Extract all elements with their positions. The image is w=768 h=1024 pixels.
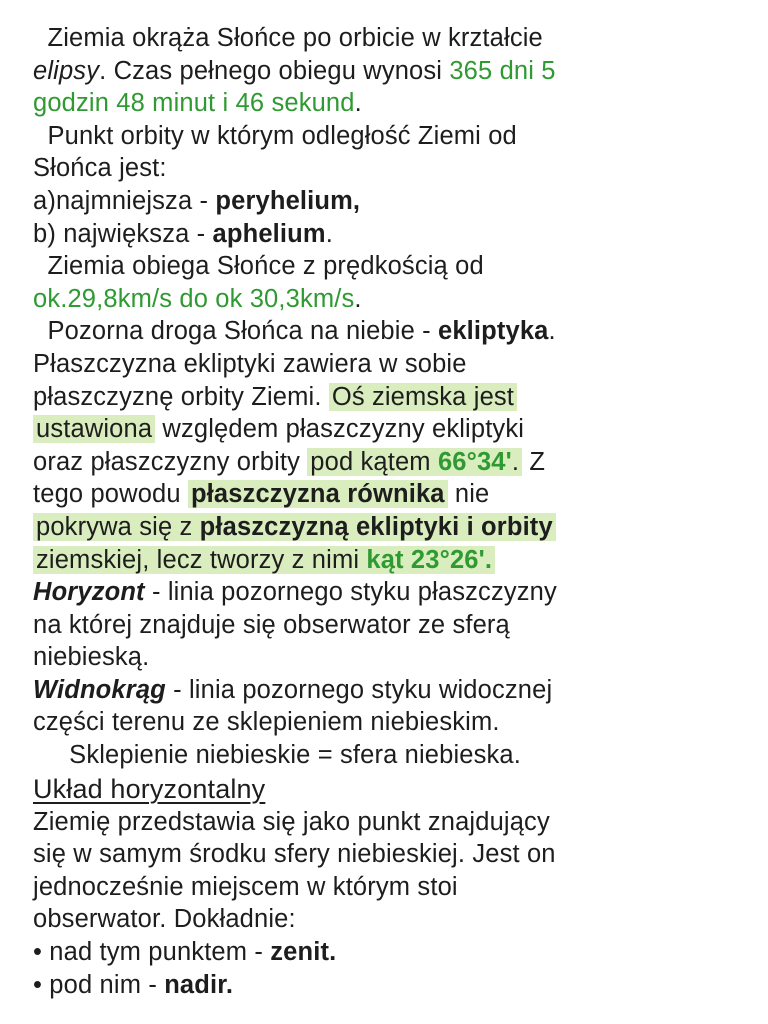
green-highlight-text: godzin 48 minut i 46 sekund [33,89,355,118]
paragraph-text: obserwator. Dokładnie: [33,905,296,934]
highlighted-text [33,546,495,574]
list-item-text: b) największa - [33,219,213,248]
text-line [33,576,738,609]
highlighted-text: Oś ziemska jest [329,383,517,411]
bold-term: nadir. [164,970,234,999]
highlighted-text-part: pod kątem [310,447,438,476]
highlighted-text: ustawiona [33,415,155,443]
italic-term: elipsy [33,56,100,85]
text-line [33,55,738,88]
text-line [33,218,738,251]
text-line [33,674,738,707]
paragraph-text: . [325,219,333,248]
paragraph-text: - linia pozornego styku płaszczyzny [144,578,557,607]
bold-term: ekliptyka [438,317,549,346]
green-highlight-text: 365 dni 5 [449,56,556,85]
bold-term: płaszczyzną ekliptyki i orbity [199,512,553,541]
definition-term: Widnokrąg [33,675,166,704]
paragraph-text: się w samym środku sfery niebieskiej. Jest on [33,840,556,869]
text-line [33,478,738,511]
text-line [33,22,738,55]
text-line [33,381,738,414]
paragraph-text: płaszczyznę orbity Ziemi. [33,382,329,411]
list-item-text: a)najmniejsza - [33,186,216,215]
text-line [33,446,738,479]
paragraph-text: tego powodu [33,480,188,509]
bold-term: aphelium [212,219,326,248]
highlighted-text-part: pokrywa się z [36,512,200,541]
paragraph-text: . [354,284,362,313]
text-line [33,706,738,739]
paragraph-text: na której znajduje się obserwator ze sferą [33,610,510,639]
highlighted-bold-term: płaszczyzna równika [188,480,448,508]
bold-term: zenit. [270,938,337,967]
paragraph-text: Ziemia okrąża Słońce po orbicie w krztałcie [33,24,543,52]
paragraph-text: nie [447,480,490,509]
paragraph-text: Płaszczyzna ekliptyki zawiera w sobie [33,349,467,378]
text-line [33,152,738,185]
paragraph-text: Słońca jest: [33,154,167,183]
text-line [33,838,738,871]
angle-value: kąt 23°26'. [366,545,493,574]
section-heading: Układ horyzontalny [33,773,266,804]
text-line [33,739,738,772]
text-line [33,544,738,577]
text-line [33,348,738,381]
paragraph-text: niebieską. [33,643,150,672]
text-line [33,511,738,544]
paragraph-text: . [354,89,362,118]
paragraph-text: - linia pozornego styku widocznej [165,675,553,704]
text-line [33,413,738,446]
paragraph-text: Z [522,447,546,476]
highlighted-text [33,513,556,541]
paragraph-text: oraz płaszczyzny orbity [33,447,308,476]
text-line [33,806,738,839]
bullet-text: • pod nim - [33,970,165,999]
text-line [33,903,738,936]
text-line [33,87,738,120]
paragraph-text: Sklepienie niebieskie = sfera niebieska. [33,741,521,770]
list-item [33,936,738,969]
bold-term: peryhelium, [215,186,361,215]
text-line [33,250,738,283]
angle-value: 66°34' [437,447,512,476]
list-item [33,969,738,1002]
highlighted-text [307,448,522,476]
paragraph-text: części terenu ze sklepieniem niebieskim. [33,708,500,737]
highlighted-text-part: ziemskiej, lecz tworzy z nimi [36,545,367,574]
paragraph-text: Punkt orbity w którym odległość Ziemi od [33,121,517,150]
paragraph-text: jednocześnie miejscem w którym stoi [33,872,458,901]
text-line [33,641,738,674]
text-line [33,871,738,904]
paragraph-text: . Czas pełnego obiegu wynosi [99,56,450,85]
paragraph-text: Ziemia obiega Słońce z prędkością od [33,252,484,281]
definition-term: Horyzont [33,578,145,607]
text-line [33,283,738,316]
text-line [33,315,738,348]
text-line [33,609,738,642]
text-line [33,185,738,218]
paragraph-text: Ziemię przedstawia się jako punkt znajdujący [33,807,550,836]
paragraph-text: . [548,317,556,346]
text-line [33,120,738,153]
paragraph-text: względem płaszczyzny ekliptyki [155,415,525,444]
highlighted-text-part: . [511,447,520,476]
bullet-text: • nad tym punktem - [33,938,271,967]
paragraph-text: Pozorna droga Słońca na niebie - [33,317,439,346]
green-highlight-text: ok.29,8km/s do ok 30,3km/s [33,284,355,313]
